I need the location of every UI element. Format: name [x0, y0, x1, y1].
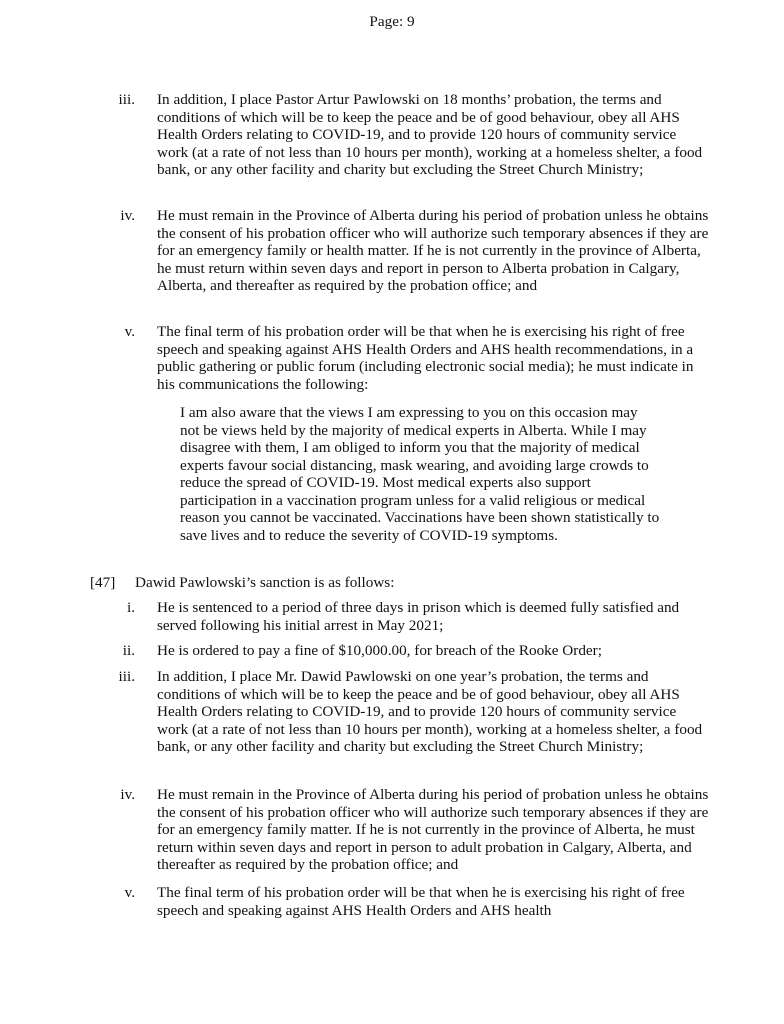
item-text: In addition, I place Mr. Dawid Pawlowski on one year’s probation, the terms and conditions of which will be to keep the peace and be of good behaviour, obey all AHS Health Orders relating to COVID-19, and to provide 120 hours of community service work (at a rate of not less than 10 hours per month), working at a homeless shelter, a food bank, or any other facility and charity but excluding the Street Church Ministry; [157, 668, 703, 755]
item-text: He must remain in the Province of Alberta during his period of probation unless he obtains the consent of his probation officer who will authorize such temporary absences if they are for an emergency family or health matter. If he is not currently in the province of Alberta, he must return within seven days and report in person to Alberta probation in Calgary, Alberta, and thereafter as required by the probation office; and [157, 207, 709, 294]
item-number: iv. [120, 207, 135, 224]
paragraph-number: [47] [90, 574, 116, 591]
item-number: v. [124, 884, 135, 901]
item-text: He must remain in the Province of Alberta during his period of probation unless he obtains the consent of his probation officer who will authorize such temporary absences if they are for an emergency family matter. If he is not currently in the province of Alberta, he must return within seven days and report in person to adult probation in Calgary, Alberta, and thereafter as required by the probation office; and [157, 786, 709, 873]
item-number: ii. [122, 642, 135, 659]
item-number: iii. [118, 668, 135, 685]
item-number: i. [126, 599, 135, 616]
item-text: He is sentenced to a period of three days in prison which is deemed fully satisfied and served following his initial arrest in May 2021; [157, 599, 680, 634]
item-text: The final term of his probation order will be that when he is exercising his right of free speech and speaking against AHS Health Orders and AHS health recommendations, in a public gathering or public forum (including electronic social media); he must indicate in his communications the following: [157, 323, 694, 393]
item-number: v. [124, 323, 135, 340]
item-text: He is ordered to pay a fine of $10,000.00, for breach of the Rooke Order; [157, 642, 602, 659]
page-number: Page: 9 [369, 13, 415, 30]
block-quote: I am also aware that the views I am expressing to you on this occasion may not be views held by the majority of medical experts in Alberta. While I may disagree with them, I am obliged to inform you that the majority of medical experts favour social distancing, mask wearing, and avoiding large crowds to reduce the spread of COVID-19. Most medical experts also support participation in a vaccination program unless for a valid religious or medical reason you cannot be vaccinated. Vaccinations have been shown statistically to save lives and to reduce the severity of COVID-19 symptoms. [180, 404, 660, 544]
item-text: The final term of his probation order will be that when he is exercising his right of free speech and speaking against AHS Health Orders and AHS health [157, 884, 685, 919]
item-text: In addition, I place Pastor Artur Pawlowski on 18 months’ probation, the terms and conditions of which will be to keep the peace and be of good behaviour, obey all AHS Health Orders relating to COVID-19, and to provide 120 hours of community service work (at a rate of not less than 10 hours per month), working at a homeless shelter, a food bank, or any other facility and charity but excluding the Street Church Ministry; [157, 91, 703, 178]
item-number: iii. [118, 91, 135, 108]
paragraph-text: Dawid Pawlowski’s sanction is as follows: [135, 574, 395, 591]
item-number: iv. [120, 786, 135, 803]
